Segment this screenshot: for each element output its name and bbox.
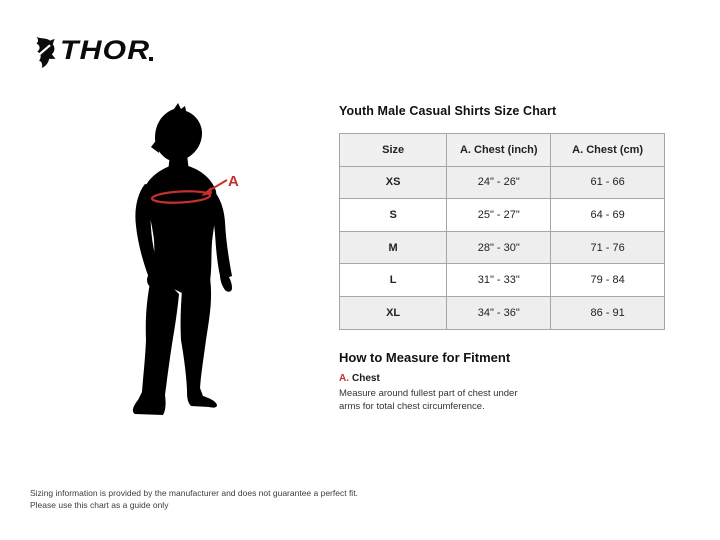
measure-name: Chest [352,373,380,384]
how-to-measure-title: How to Measure for Fitment [339,350,511,365]
column-header-size: Size [340,134,447,167]
chest-cm-value: 71 - 76 [551,231,665,264]
thor-goat-head-icon [34,37,57,68]
size-chart-table [339,133,665,330]
size-value: L [340,264,447,297]
size-value: XL [340,296,447,329]
table-row-xs [340,166,665,199]
table-row-m [340,231,665,264]
chest-inch-value: 24" - 26" [447,166,551,199]
table-row-xl [340,296,665,329]
table-row-l [340,264,665,297]
child-silhouette-figure [125,100,255,430]
table-header-row [340,134,665,167]
sizing-disclaimer [30,487,358,511]
chest-inch-value: 25" - 27" [447,199,551,232]
chest-cm-value: 79 - 84 [551,264,665,297]
chest-cm-value: 86 - 91 [551,296,665,329]
disclaimer-line-1: Sizing information is provided by the manufacturer and does not guarantee a perfect fit. [30,488,358,498]
chest-inch-value: 34" - 36" [447,296,551,329]
column-header-chest-cm: A. Chest (cm) [551,134,665,167]
chest-measure-label: A [228,173,239,190]
child-silhouette [133,103,232,415]
size-value: XS [340,166,447,199]
measure-key-letter: A. [339,373,349,384]
chest-cm-value: 61 - 66 [551,166,665,199]
size-value: M [340,231,447,264]
size-value: S [340,199,447,232]
column-header-chest-inch: A. Chest (inch) [447,134,551,167]
thor-logo [34,35,153,68]
chest-inch-value: 31" - 33" [447,264,551,297]
chest-inch-value: 28" - 30" [447,231,551,264]
table-row-s [340,199,665,232]
measure-item-chest [339,373,380,384]
measure-description: Measure around fullest part of chest under arms for total chest circumference. [339,388,518,412]
chest-cm-value: 64 - 69 [551,199,665,232]
size-chart-title: Youth Male Casual Shirts Size Chart [339,104,557,118]
disclaimer-line-2: Please use this chart as a guide only [30,500,169,510]
thor-logo-text: THOR [60,35,151,65]
